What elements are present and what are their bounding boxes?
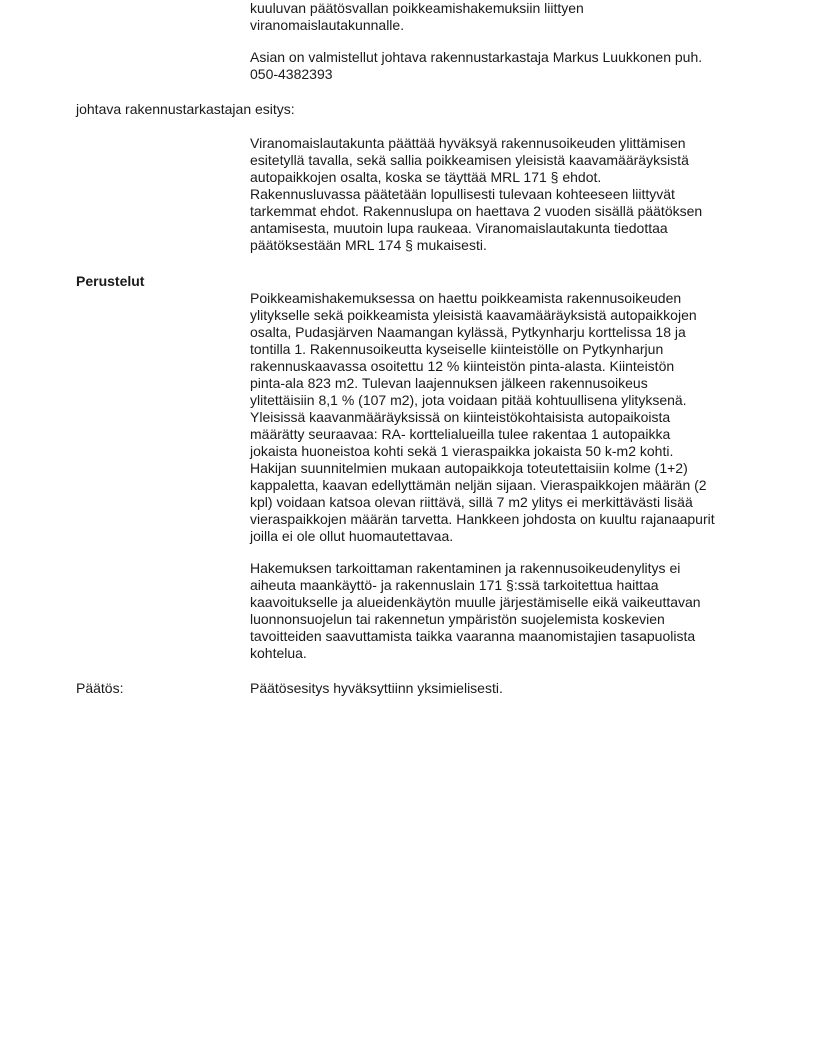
decision-text: Päätösesitys hyväksyttiinn yksimielisesti. (250, 680, 503, 696)
reasons-paragraph-2: Hakemuksen tarkoittaman rakentaminen ja rakennusoikeudenylitys ei aiheuta maankäyttö- ja rakennuslain 171 §:ssä tarkoitettua haittaa kaavoitukselle ja alueidenkäytön muulle järjestämiselle eikä vaikeuttavan luonnonsuojelun tai rakennetun ympäristön suojelemista koskevien tavoitteiden saavuttamista taikka vaaranna maanomistajien tasapuolista kohtelua. (250, 560, 701, 661)
preparer-paragraph: Asian on valmistellut johtava rakennustarkastaja Markus Luukkonen puh. 050-4382393 (250, 49, 703, 82)
reasons-paragraph-1: Poikkeamishakemuksessa on haettu poikkeamista rakennusoikeuden ylitykselle sekä poikkeamista yleisistä kaavamääräyksistä autopaikkojen osalta, Pudasjärven Naamangan kylässä, Pytkynharju korttelissa 18 ja tontilla 1. Rakennusoikeutta kyseiselle kiinteistölle on Pytkynharjun rakennuskaavassa osoitettu 12 % kiinteistön pinta-alasta. Kiinteistön pinta-ala 823 m2. Tulevan laajennuksen jälkeen rakennusoikeus ylitettäisiin 8,1 % (107 m2), jota voidaan pitää kohtuullisena ylityksenä. Yleisissä kaavanmääräyksissä on kiinteistökohtaisista autopaikoista määrätty seuraavaa: RA- korttelialueilla tulee rakentaa 1 autopaikka jokaista huoneistoa kohti sekä 1 vieraspaikka jokaista 50 k-m2 kohti. Hakijan suunnitelmien mukaan autopaikkoja toteutettaisiin kolme (1+2) kappaletta, kaavan edellyttämän neljän sijaan. Vieraspaikkojen määrän (2 kpl) voidaan katsoa olevan riittävä, sillä 7 m2 ylitys ei merkittävästi lisää vieraspaikkojen määrän tarvetta. Hankkeen johdosta on kuultu rajanaapurit joilla ei ole ollut huomautettavaa. (250, 290, 715, 544)
decision-label: Päätös: (76, 680, 124, 696)
reasons-heading: Perustelut (76, 273, 145, 289)
proposal-heading: johtava rakennustarkastajan esitys: (76, 101, 295, 117)
proposal-paragraph: Viranomaislautakunta päättää hyväksyä rakennusoikeuden ylittämisen esitetyllä tavalla, sekä sallia poikkeamisen yleisistä kaavamääräyksistä autopaikkojen osalta, koska se täyttää MRL 171 § ehdot. Rakennusluvassa päätetään lopullisesti tulevaan kohteeseen liittyvät tarkemmat ehdot. Rakennuslupa on haettava 2 vuoden sisällä päätöksen antamisesta, muutoin lupa raukeaa. Viranomaislautakunta tiedottaa päätöksestään MRL 174 § mukaisesti. (250, 135, 703, 253)
intro-continuation-paragraph: kuuluvan päätösvallan poikkeamishakemuksiin liittyen viranomaislautakunnalle. (250, 0, 584, 33)
